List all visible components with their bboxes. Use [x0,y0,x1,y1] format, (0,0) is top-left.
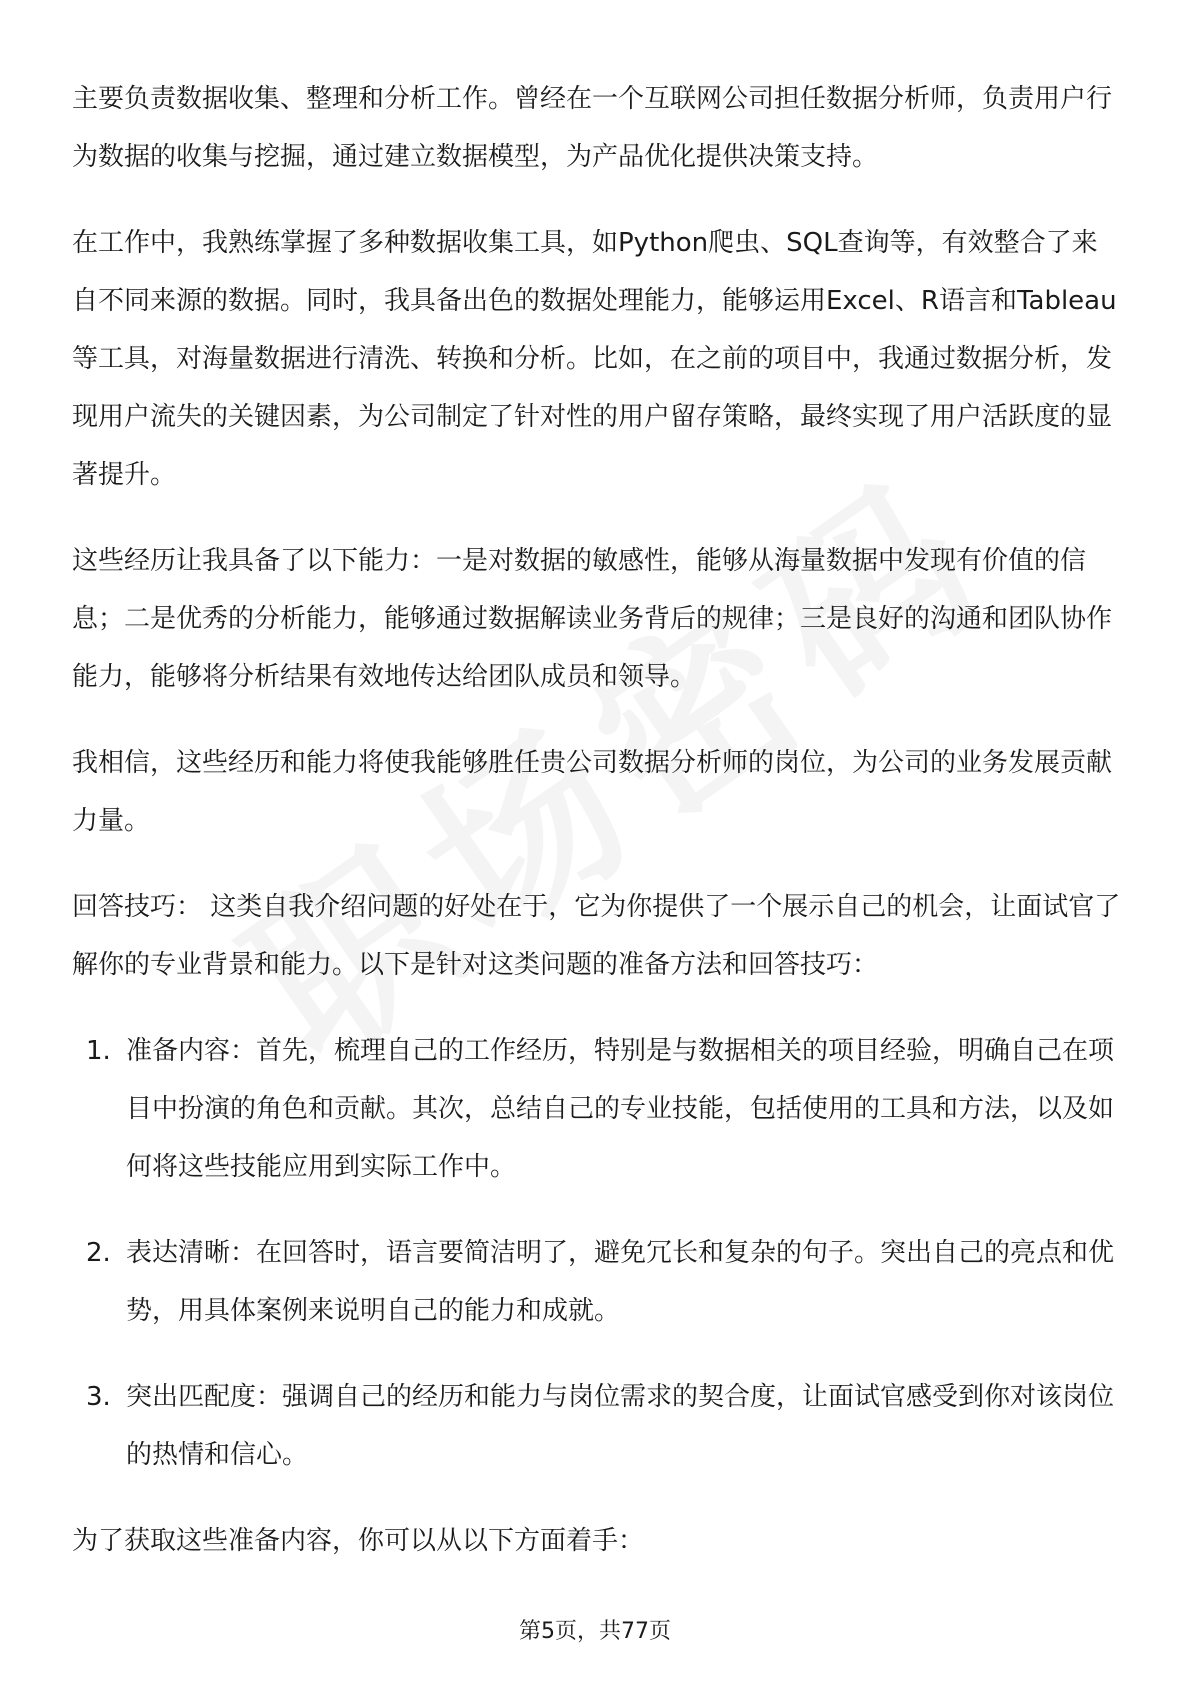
paragraph-conclusion: 我相信，这些经历和能力将使我能够胜任贵公司数据分析师的岗位，为公司的业务发展贡献力量。 [72,748,1113,836]
list-number: 3. [86,1382,111,1412]
list-number: 1. [86,1036,111,1066]
list-item-text: 准备内容：首先，梳理自己的工作经历，特别是与数据相关的项目经验，明确自己在项目中扮演的角色和贡献。其次，总结自己的专业技能，包括使用的工具和方法，以及如何将这些技能应用到实际工作中。 [126,1036,1115,1182]
document-body [72,70,1122,1598]
list-item [72,1022,1122,1196]
page-number-footer: 第5页，共77页 [519,1619,671,1644]
list-item [72,1368,1122,1484]
list-number: 2. [86,1238,111,1268]
list-item-text: 突出匹配度：强调自己的经历和能力与岗位需求的契合度，让面试官感受到你对该岗位的热情和信心。 [126,1382,1115,1470]
tips-list [72,1022,1122,1484]
paragraph-answer-tips: 回答技巧： 这类自我介绍问题的好处在于，它为你提供了一个展示自己的机会，让面试官了解你的专业背景和能力。以下是针对这类问题的准备方法和回答技巧： [72,892,1121,980]
list-item-text: 表达清晰：在回答时，语言要简洁明了，避免冗长和复杂的句子。突出自己的亮点和优势，用具体案例来说明自己的能力和成就。 [126,1238,1115,1326]
paragraph-abilities: 这些经历让我具备了以下能力：一是对数据的敏感性，能够从海量数据中发现有价值的信息；二是优秀的分析能力，能够通过数据解读业务背后的规律；三是良好的沟通和团队协作能力，能够将分析结果有效地传达给团队成员和领导。 [72,546,1113,692]
list-item [72,1224,1122,1340]
paragraph-closing: 为了获取这些准备内容，你可以从以下方面着手： [72,1526,645,1556]
paragraph-work-skills: 在工作中，我熟练掌握了多种数据收集工具，如Python爬虫、SQL查询等，有效整合了来自不同来源的数据。同时，我具备出色的数据处理能力，能够运用Excel、R语言和Tableau等工具，对海量数据进行清洗、转换和分析。比如，在之前的项目中，我通过数据分析，发现用户流失的关键因素，为公司制定了针对性的用户留存策略，最终实现了用户活跃度的显著提升。 [72,228,1117,490]
paragraph-responsibilities: 主要负责数据收集、整理和分析工作。曾经在一个互联网公司担任数据分析师，负责用户行为数据的收集与挖掘，通过建立数据模型，为产品优化提供决策支持。 [72,84,1113,172]
